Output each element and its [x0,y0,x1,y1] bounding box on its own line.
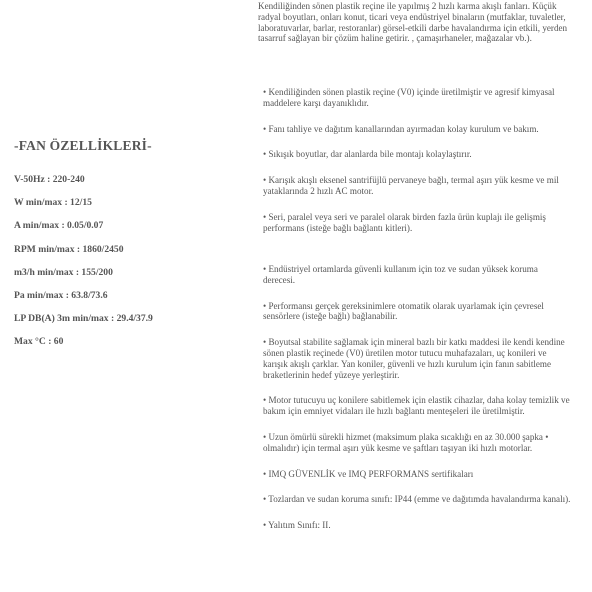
intro-paragraph: Kendiliğinden sönen plastik reçine ile yapılmış 2 hızlı karma akışlı fanları. Küçük radyal boyutları, onları konut, ticari veya endüstriyel binaların (mutfaklar, tuvaletler, laboratuvarlar, barlar, restoranlar) görsel-etkili darbe havalandırma için etkili, yerden tasarruf sağlayan bir çözüm haline getirir. , çamaşırhaneler, mağazalar vb.). [258,1,568,44]
specs-list [14,173,153,359]
feature-item: • Performansı gerçek gereksinimlere otomatik olarak uyarlamak için çevresel sensörlere (isteğe bağlı) bağlanabilir. [263,300,544,322]
spec-voltage: V-50Hz : 220-240 [14,174,85,185]
feature-item: • Sıkışık boyutlar, dar alanlarda bile montajı kolaylaştırır. [263,149,472,160]
feature-item: • Yalıtım Sınıfı: II. [263,520,331,531]
feature-item: • Motor tutucuyu uç konilere sabitlemek için elastik cihazlar, daha kolay temizlik ve bakım için emniyet vidaları ile hızlı bağlantı menteşeleri ile üretilmiştir. [263,395,570,417]
feature-list-secondary [263,264,571,546]
spec-max-temp: Max °C : 60 [14,336,64,348]
spec-rpm: RPM min/max : 1860/2450 [14,243,124,255]
feature-item: • Fanı tahliye ve dağıtım kanallarından ayırmadan kolay kurulum ve bakım. [263,123,539,134]
spec-airflow: m3/h min/max : 155/200 [14,266,113,278]
feature-item: • Seri, paralel veya seri ve paralel olarak birden fazla ürün kuplajı ile gelişmiş performans (isteğe bağlı bağlantı kitleri). [263,211,546,233]
feature-item: • Endüstriyel ortamlarda güvenli kullanım için toz ve sudan yüksek koruma derecesi. [263,264,538,285]
specs-heading: -FAN ÖZELLİKLERİ- [14,138,152,153]
spec-power: W min/max : 12/15 [14,197,92,209]
feature-item: • IMQ GÜVENLİK ve IMQ PERFORMANS sertifikaları [263,468,474,479]
spec-current: A min/max : 0.05/0.07 [14,220,104,232]
spec-pressure: Pa min/max : 63.8/73.6 [14,289,108,301]
spec-noise: LP DB(A) 3m min/max : 29.4/37.9 [14,313,153,325]
description-column [258,1,576,531]
feature-list-primary [263,87,571,248]
feature-item: • Uzun ömürlü sürekli hizmet (maksimum plaka sıcaklığı en az 30.000 şapka • olmalıdır) için termal aşırı yük kesme ve şaftları taşıyan iki hızlı motorlar. [263,431,549,453]
feature-item: • Kendiliğinden sönen plastik reçine (V0) içinde üretilmiştir ve agresif kimyasal maddelere karşı dayanıklıdır. [263,87,555,108]
feature-item: • Tozlardan ve sudan koruma sınıfı: IP44 (emme ve dağıtımda havalandırma kanalı). [263,494,571,505]
feature-item: • Karışık akışlı eksenel santrifüjlü pervaneye bağlı, termal aşırı yük kesme ve mil yataklarında 2 hızlı AC motor. [263,175,559,196]
feature-item: • Boyutsal stabilite sağlamak için mineral bazlı bir katkı maddesi ile kendi kendine sönen plastik reçinede (V0) üretilen motor tutucu muhafazaları, uç konileri ve karışık akışlı çarklar. Yan koniler, güvenli ve hızlı kurulum için fanın sabitleme braketlerinin hedef yüzeye yerleştirir. [263,337,565,380]
